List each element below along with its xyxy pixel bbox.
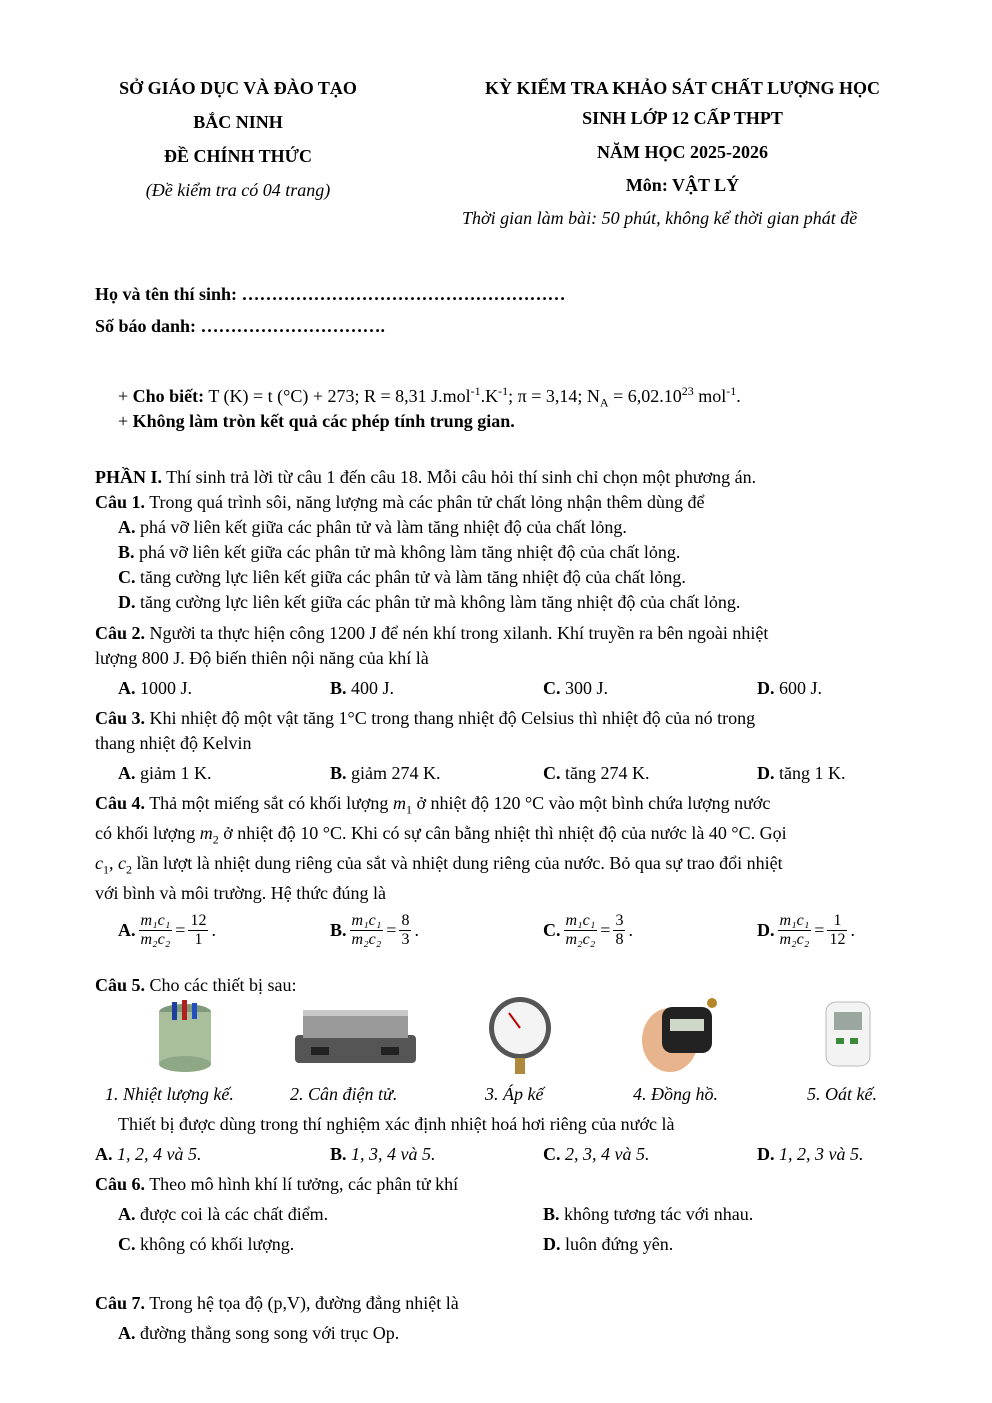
q3-option-b[interactable]: B. giảm 274 K. [330,763,441,783]
q4-stem-2: có khối lượng $m_2$ ở nhiệt độ 10 °C. Khi có sự cân bằng nhiệt thì nhiệt độ của nước là 40 °C. Gọi [95,823,787,847]
q1-option-d[interactable]: D. tăng cường lực liên kết giữa các phân tử mà không làm tăng nhiệt độ của chất lỏng. [118,592,741,612]
q1-option-c[interactable]: C. tăng cường lực liên kết giữa các phân tử và làm tăng nhiệt độ của chất lỏng. [118,567,686,587]
part1-heading: PHẦN I. Thí sinh trả lời từ câu 1 đến câu 18. Mỗi câu hỏi thí sinh chỉ chọn một phương án. [95,467,757,487]
q4-option-a[interactable]: A. $\frac{\text{m₁c₁}}{\text{m₂c₂}}$ = $\frac{12}{1}$ . [118,912,216,948]
q2-stem-2: lượng 800 J. Độ biến thiên nội năng của khí là [95,648,429,668]
electronic-scale-image [293,1005,418,1070]
q5-question: Thiết bị được dùng trong thí nghiệm xác định nhiệt hoá hơi riêng của nước là [118,1114,675,1134]
q6-option-b[interactable]: B. không tương tác với nhau. [543,1204,754,1224]
q1-option-a[interactable]: A. phá vỡ liên kết giữa các phân tử và làm tăng nhiệt độ của chất lỏng. [118,517,627,537]
q7-stem: Câu 7. Trong hệ tọa độ (p,V), đường đẳng nhiệt là [95,1293,459,1313]
stopwatch-image [640,995,725,1075]
given-constants: + Cho biết: T (K) = t (°C) + 273; R = 8,31 $J.mol^{-1}.K^{-1}$; π = 3,14; $N_A = 6,02.10^{23}$ mol$^{-1}$. [118,384,741,410]
q4-option-b[interactable]: B. $\frac{\text{m₁c₁}}{\text{m₂c₂}}$ = $\frac{8}{3}$ . [330,912,419,948]
q4-option-d[interactable]: D. $\frac{\text{m₁c₁}}{\text{m₂c₂}}$ = $\frac{1}{12}$ . [757,912,855,948]
q7-option-a[interactable]: A. đường thẳng song song với trục Op. [118,1323,400,1343]
q5-option-c[interactable]: C. 2, 3, 4 và 5. [543,1144,650,1164]
calorimeter-image [150,1000,220,1075]
q4-stem-1: Câu 4. Thả một miếng sắt có khối lượng $m_1$ ở nhiệt độ 120 °C vào một bình chứa lượng nước [95,793,771,817]
student-id-field: Số báo danh: …………………………. [95,316,386,336]
province-name: BẮC NINH [193,112,283,132]
q2-option-b[interactable]: B. 400 J. [330,678,395,698]
q3-stem-1: Câu 3. Khi nhiệt độ một vật tăng 1°C trong thang nhiệt độ Celsius thì nhiệt độ của nó trong [95,708,756,728]
q5-stem: Câu 5. Cho các thiết bị sau: [95,975,297,995]
q3-option-d[interactable]: D. tăng 1 K. [757,763,846,783]
caption-wattmeter: 5. Oát kế. [807,1084,877,1104]
official-label: ĐỀ CHÍNH THỨC [163,146,313,166]
rounding-note: + Không làm tròn kết quả các phép tính trung gian. [118,411,515,431]
caption-stopwatch: 4. Đồng hồ. [633,1084,718,1104]
caption-calorimeter: 1. Nhiệt lượng kế. [105,1084,234,1104]
wattmeter-image [820,1000,880,1072]
q4-stem-4: với bình và môi trường. Hệ thức đúng là [95,883,387,903]
page-count-note: (Đề kiểm tra có 04 trang) [145,180,331,200]
student-name-field: Họ và tên thí sinh: ……………………………………………… [95,284,566,304]
exam-title-1: KỲ KIỂM TRA KHẢO SÁT CHẤT LƯỢNG HỌC [485,78,880,98]
dept-name: SỞ GIÁO DỤC VÀ ĐÀO TẠO [119,78,357,98]
pressure-gauge-image [487,995,555,1075]
q6-stem: Câu 6. Theo mô hình khí lí tưởng, các phân tử khí [95,1174,459,1194]
time-limit: Thời gian làm bài: 50 phút, không kể thời gian phát đề [462,208,858,228]
q1-stem: Câu 1. Trong quá trình sôi, năng lượng mà các phân tử chất lỏng nhận thêm dùng để [95,492,705,512]
q2-option-d[interactable]: D. 600 J. [757,678,823,698]
subject: Môn: VẬT LÝ [625,175,740,195]
school-year: NĂM HỌC 2025-2026 [597,142,768,162]
q2-stem-1: Câu 2. Người ta thực hiện công 1200 J để nén khí trong xilanh. Khí truyền ra bên ngoài nhiệt [95,623,769,643]
q4-stem-3: $c_1$, $c_2$ lần lượt là nhiệt dung riêng của sắt và nhiệt dung riêng của nước. Bỏ qua sự trao đổi nhiệt [95,853,783,877]
q1-option-b[interactable]: B. phá vỡ liên kết giữa các phân tử mà không làm tăng nhiệt độ của chất lỏng. [118,542,681,562]
q5-option-d[interactable]: D. 1, 2, 3 và 5. [757,1144,864,1164]
caption-scale: 2. Cân điện tử. [290,1084,398,1104]
q3-stem-2: thang nhiệt độ Kelvin [95,733,252,753]
q5-option-b[interactable]: B. 1, 3, 4 và 5. [330,1144,436,1164]
q2-option-c[interactable]: C. 300 J. [543,678,609,698]
q5-option-a[interactable]: A. 1, 2, 4 và 5. [95,1144,202,1164]
exam-title-2: SINH LỚP 12 CẤP THPT [582,108,783,128]
q6-option-a[interactable]: A. được coi là các chất điểm. [118,1204,329,1224]
q2-option-a[interactable]: A. 1000 J. [118,678,193,698]
q6-option-c[interactable]: C. không có khối lượng. [118,1234,295,1254]
q3-option-c[interactable]: C. tăng 274 K. [543,763,650,783]
q4-option-c[interactable]: C. $\frac{\text{m₁c₁}}{\text{m₂c₂}}$ = $\frac{3}{8}$ . [543,912,633,948]
caption-gauge: 3. Áp kế [485,1084,544,1104]
q6-option-d[interactable]: D. luôn đứng yên. [543,1234,674,1254]
q3-option-a[interactable]: A. giảm 1 K. [118,763,212,783]
